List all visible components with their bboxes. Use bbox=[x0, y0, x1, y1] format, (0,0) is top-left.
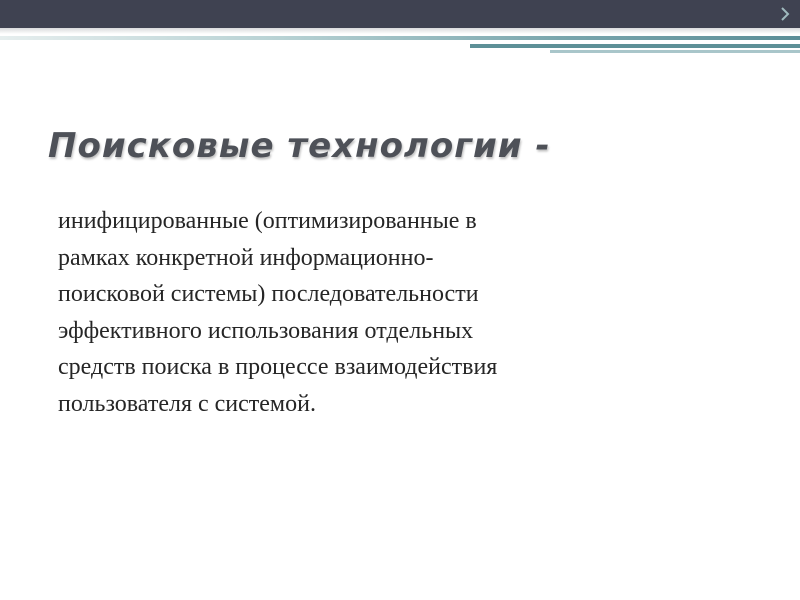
body-line: рамках конкретной информационно- bbox=[58, 244, 434, 271]
accent-strip-light bbox=[550, 50, 800, 53]
slide-body bbox=[58, 203, 758, 422]
body-line: эффективного использования отдельных bbox=[58, 317, 474, 344]
header-band bbox=[0, 0, 800, 28]
body-line: средств поиска в процессе взаимодействия bbox=[58, 354, 498, 380]
body-line: поисковой системы) последовательности bbox=[58, 281, 479, 307]
body-line: инифицированные (оптимизированные в bbox=[58, 208, 477, 234]
chevron-right-icon bbox=[778, 6, 792, 22]
header-shadow bbox=[0, 28, 800, 34]
accent-line bbox=[0, 36, 800, 40]
accent-strip bbox=[470, 44, 800, 48]
body-line: пользователя с системой. bbox=[58, 390, 316, 417]
slide-title: Поисковые технологии - bbox=[48, 126, 551, 166]
